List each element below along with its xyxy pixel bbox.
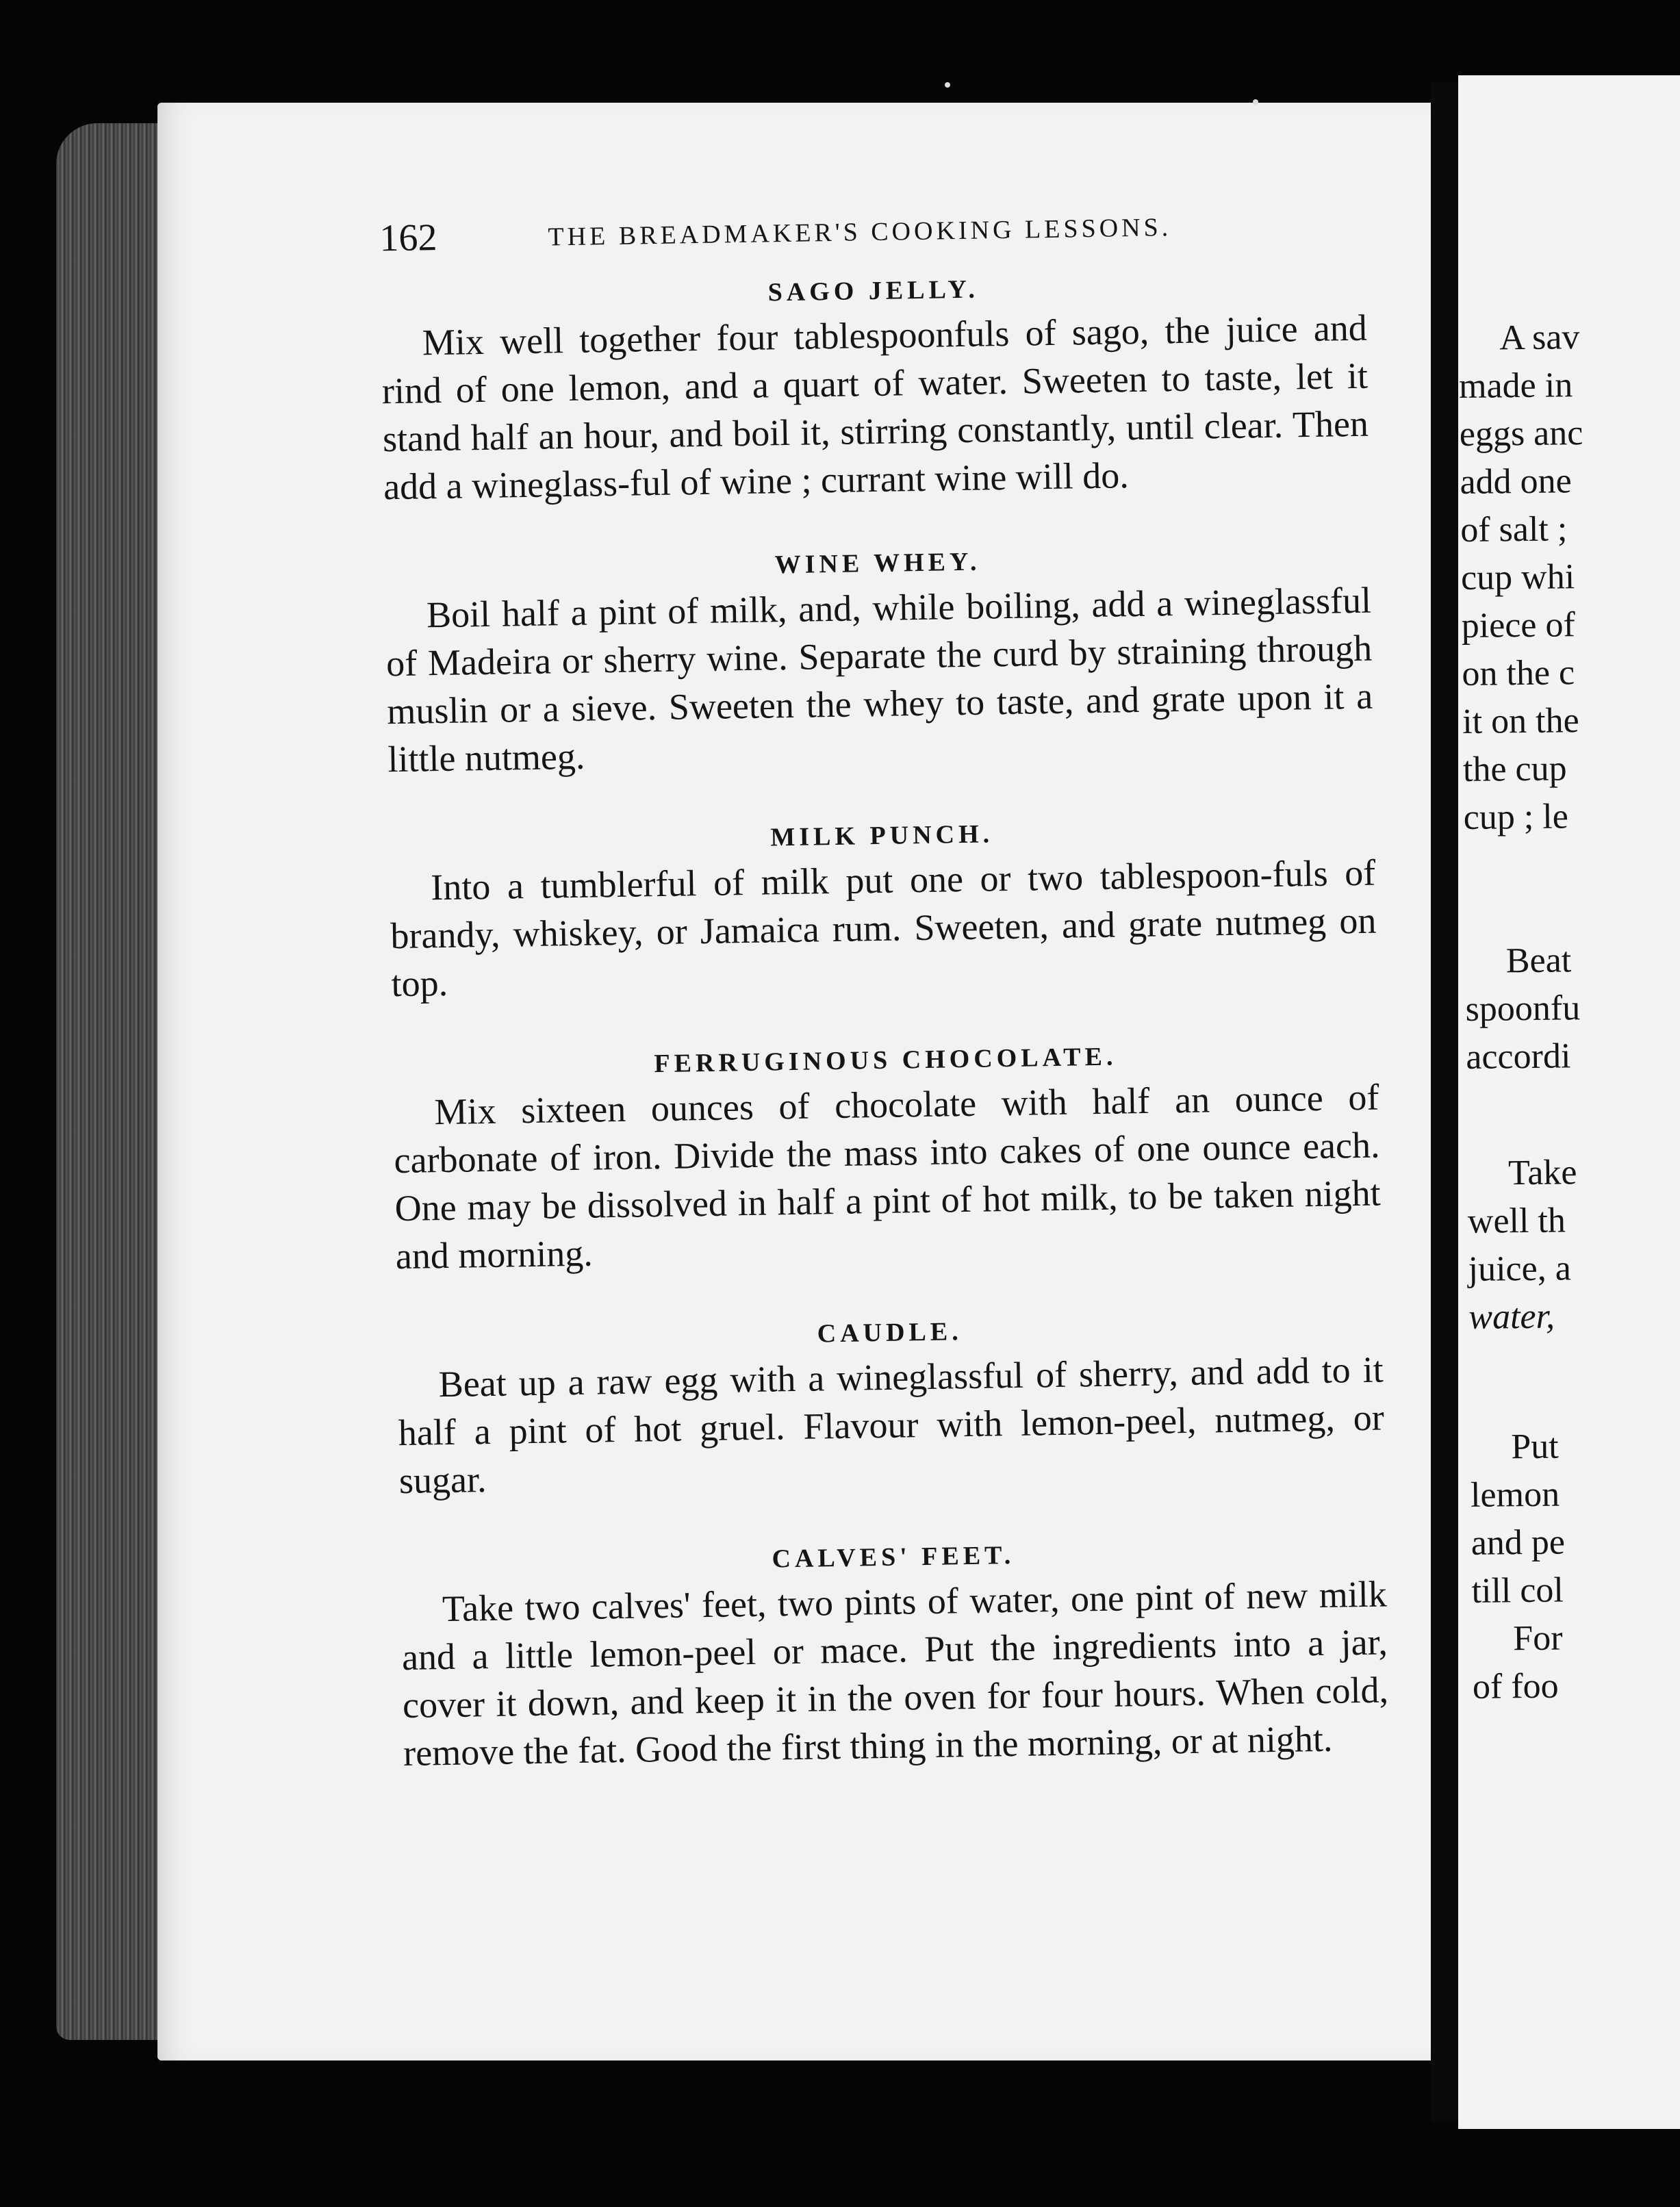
recipe-title: FERRUGINOUS CHOCOLATE.: [654, 1042, 1117, 1079]
facing-line: Put: [1511, 1427, 1559, 1467]
facing-line: the cup: [1462, 749, 1567, 789]
facing-line: cup ; le: [1463, 797, 1569, 837]
facing-line: spoonfu: [1465, 988, 1581, 1029]
recipe-ferruginous-chocolate: [392, 1032, 1382, 1281]
facing-line: made in: [1458, 366, 1573, 406]
recipe-body: Beat up a raw egg with a wineglassful of sherry, and add to it half a pint of hot gruel. Flavour with lemon-peel, nutmeg, or sugar.: [398, 1349, 1385, 1502]
recipe-body: Boil half a pint of milk, and, while boiling, add a wineglassful of Madeira or sherry wine. Separate the curd by straining through muslin or a sieve. Sweeten the whey to taste, and grate upon it a little nutmeg.: [385, 579, 1373, 780]
recipe-milk-punch: [389, 808, 1377, 1008]
facing-line: lemon: [1470, 1475, 1560, 1515]
recipe-title: CALVES' FEET.: [772, 1540, 1015, 1574]
facing-line: water,: [1468, 1297, 1555, 1337]
recipe-calves-feet: [400, 1529, 1389, 1777]
facing-line: of foo: [1472, 1666, 1559, 1707]
left-page-content: [219, 201, 1438, 2026]
facing-line: For: [1512, 1618, 1563, 1659]
page-number: 162: [379, 216, 437, 260]
facing-line: accordi: [1466, 1036, 1571, 1077]
facing-line: it on the: [1462, 701, 1579, 741]
recipe-body: Mix sixteen ounces of chocolate with half an ounce of carbonate of iron. Divide the mass into cakes of one ounce each. One may be dissolved in half a pint of hot milk, to be taken night and morning.: [394, 1076, 1382, 1277]
recipe-caudle: [396, 1305, 1385, 1505]
facing-page-text: [1458, 312, 1680, 1711]
recipe-body: Mix well together four tablespoonfuls of sago, the juice and rind of one lemon, and a quart of water. Sweeten to taste, let it stand half an hour, and boil it, stirring constantly, until clear. Then add a wineglass-ful of wine ; currant wine will do.: [381, 307, 1369, 508]
facing-line: till col: [1471, 1570, 1564, 1611]
recipe-body: Take two calves' feet, two pints of water, one pint of new milk and a little lemon-peel or mace. Put the ingredients into a jar, cover it down, and keep it in the oven for four hours. When cold, remove the fat. Good the first thing in the morning, or at night.: [401, 1573, 1389, 1774]
right-page-partial: [1458, 75, 1680, 2129]
scan-speck: [1253, 99, 1258, 105]
facing-line: piece of: [1461, 605, 1576, 646]
running-title: THE BREADMAKER'S COOKING LESSONS.: [548, 213, 1172, 252]
facing-line: Take: [1507, 1153, 1577, 1193]
facing-line: and pe: [1471, 1522, 1566, 1563]
book-gutter: [1431, 82, 1458, 2122]
recipe-sago-jelly: [380, 263, 1369, 511]
facing-line: eggs anc: [1459, 413, 1583, 454]
facing-line: on the c: [1462, 653, 1575, 693]
recipe-title: SAGO JELLY.: [767, 275, 980, 307]
facing-line: juice, a: [1468, 1249, 1572, 1289]
facing-line: well th: [1467, 1201, 1566, 1241]
recipe-wine-whey: [385, 535, 1374, 784]
facing-line: of salt ;: [1460, 509, 1568, 550]
facing-line: add one: [1460, 461, 1573, 502]
recipe-body: Into a tumblerful of milk put one or two tablespoon-fuls of brandy, whiskey, or Jamaica rum. Sweeten, and grate nutmeg on top.: [390, 852, 1377, 1005]
facing-line: A sav: [1499, 318, 1580, 358]
recipe-title: CAUDLE.: [817, 1317, 963, 1349]
recipe-title: WINE WHEY.: [774, 547, 981, 580]
scan-speck: [945, 82, 950, 88]
recipe-title: MILK PUNCH.: [770, 819, 994, 852]
facing-line: cup whi: [1460, 557, 1575, 598]
facing-line: Beat: [1505, 941, 1572, 981]
